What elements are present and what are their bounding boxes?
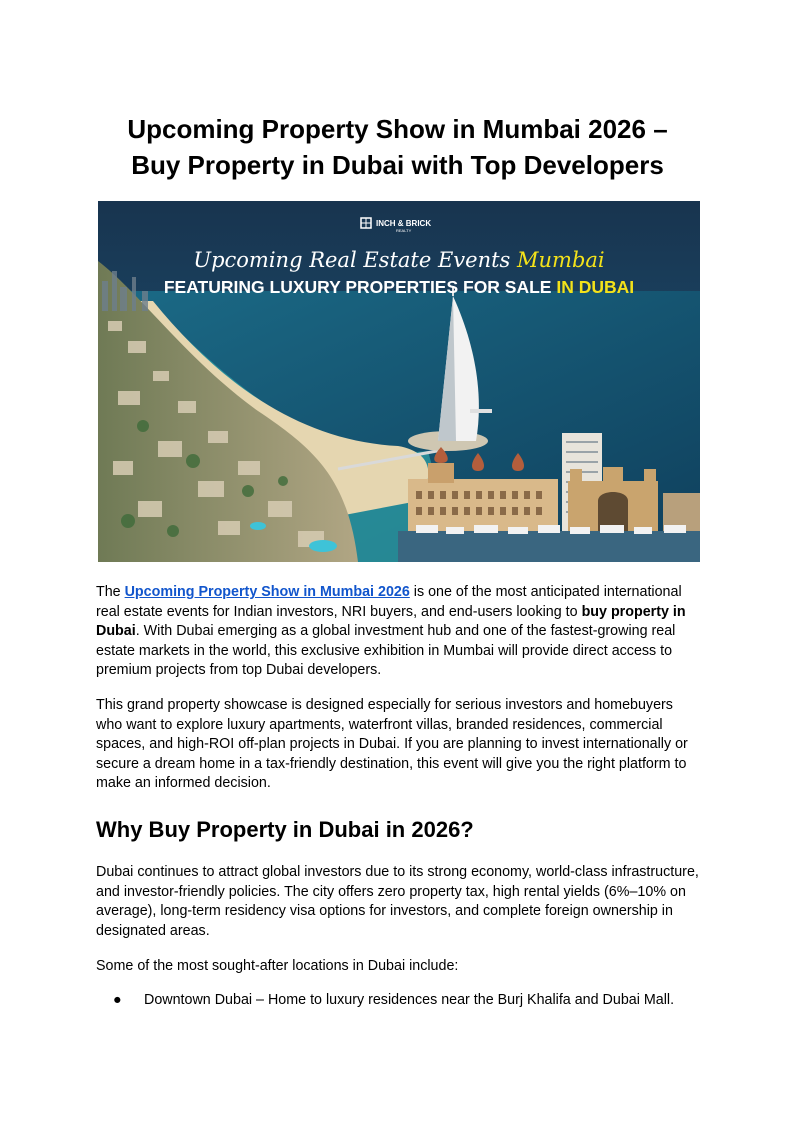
hero-script-heading [193, 248, 604, 272]
hero-headline-part2: IN DUBAI [556, 277, 635, 297]
hero-headline-part1: FEATURING LUXURY PROPERTIES FOR SALE [163, 277, 557, 297]
section-heading: Why Buy Property in Dubai in 2026? [96, 817, 474, 842]
hero-image [98, 201, 700, 562]
intro-paragraph: The Upcoming Property Show in Mumbai 2026 is one of the most anticipated international real estate events for Indian investors, NRI buyers, and end-users looking to buy property in Dubai. With Dubai emerging as a global investment hub and one of the fastest-growing real estate markets in the world, this exclusive exhibition in Mumbai will provide direct access to premium projects from top Dubai developers. [96, 584, 686, 678]
why-dubai-paragraph: Dubai continues to attract global investors due to its strong economy, world-class infrastructure, and investor-friendly policies. The city offers zero property tax, high rental yields (6%–10% on average), long-term residency visa options for investors, and complete foreign ownership in designated areas. [96, 864, 699, 939]
locations-list [96, 991, 716, 1011]
showcase-paragraph: This grand property showcase is designed especially for serious investors and homebuyers who want to explore luxury apartments, waterfront villas, branded residences, commercial spaces, and high-ROI off-plan projects in Dubai. If you are planning to invest internationally or secure a dream home in a tax-friendly destination, this event will give you the right platform to make an informed decision. [96, 697, 688, 791]
hero-script-part1: Upcoming Real Estate Events [193, 248, 517, 272]
bullet-marker: ● [113, 992, 122, 1008]
list-item-text: Downtown Dubai – Home to luxury residences near the Burj Khalifa and Dubai Mall. [144, 992, 675, 1008]
title-line-1: Upcoming Property Show in Mumbai 2026 – [127, 114, 668, 144]
title-line-2: Buy Property in Dubai with Top Developers [131, 150, 664, 180]
hero-script-part2: Mumbai [517, 248, 605, 272]
list-item [96, 991, 716, 1011]
locations-intro: Some of the most sought-after locations in Dubai include: [96, 958, 459, 974]
logo-text: INCH & BRICK [376, 219, 432, 228]
logo-sub: REALTY [396, 228, 412, 233]
page-title [60, 111, 735, 183]
property-show-link[interactable]: Upcoming Property Show in Mumbai 2026 [124, 584, 410, 600]
hero-headline [164, 277, 634, 297]
